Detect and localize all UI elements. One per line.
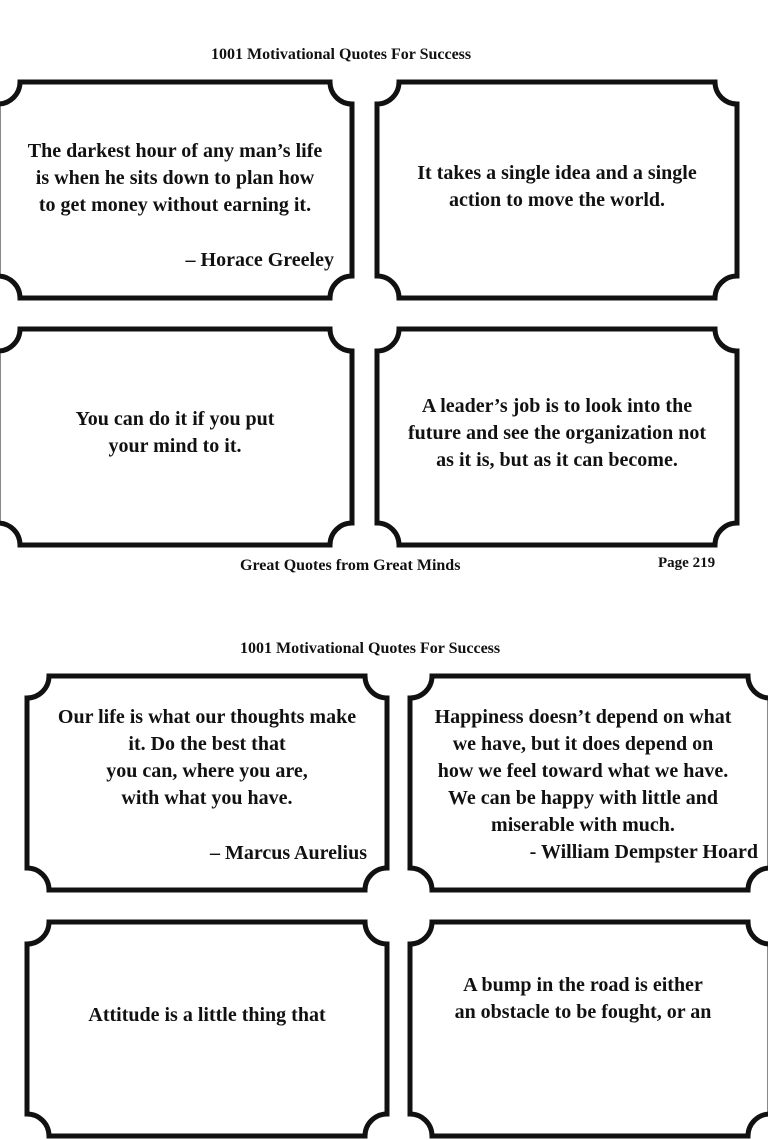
quote-card (406, 672, 768, 894)
quote-card (23, 672, 391, 894)
page-header: 1001 Motivational Quotes For Success (240, 640, 501, 657)
quote-line: You can do it if you put (75, 408, 275, 430)
quote-line: is when he sits down to plan how (35, 167, 315, 189)
page-footer-title: Great Quotes from Great Minds (240, 557, 461, 574)
quote-line: as it is, but as it can become. (436, 448, 678, 471)
quote-line: your mind to it. (108, 435, 242, 457)
quote-line: how we feel toward what we have. (437, 760, 729, 782)
quote-line: Our life is what our thoughts make (57, 706, 357, 728)
quote-card (373, 78, 741, 302)
page-header: 1001 Motivational Quotes For Success (211, 46, 472, 63)
quote-card (23, 918, 391, 1140)
quote-line: We can be happy with little and (447, 787, 719, 809)
quote-line: A leader’s job is to look into the (421, 394, 693, 417)
quote-line: future and see the organization not (408, 421, 706, 444)
quote-line: The darkest hour of any man’s life (27, 140, 323, 162)
quote-card (373, 325, 741, 549)
quote-line: A bump in the road is either (463, 974, 703, 996)
quote-author: – Marcus Aurelius (209, 842, 367, 864)
quote-line: an obstacle to be fought, or an (454, 1001, 712, 1023)
quote-line: Happiness doesn’t depend on what (434, 706, 732, 728)
quote-author: – Horace Greeley (185, 249, 334, 271)
page-next (0, 600, 768, 1024)
quote-line: It takes a single idea and a single (417, 162, 697, 184)
quote-line: we have, but it does depend on (452, 733, 714, 755)
quote-line: action to move the world. (448, 189, 666, 211)
quote-line: miserable with much. (491, 814, 675, 836)
quote-card (0, 325, 356, 549)
quote-line: with what you have. (121, 787, 293, 809)
quote-line: Attitude is a little thing that (88, 1004, 326, 1026)
card-frame (406, 918, 768, 1140)
quote-line: to get money without earning it. (38, 194, 312, 216)
quote-line: it. Do the best that (128, 733, 286, 755)
quote-line: you can, where you are, (106, 760, 308, 782)
page-number: Page 219 (658, 555, 716, 571)
quote-author: - William Dempster Hoard (529, 841, 758, 863)
card-frame (23, 918, 391, 1140)
quote-card (406, 918, 768, 1140)
quote-card (0, 78, 356, 302)
